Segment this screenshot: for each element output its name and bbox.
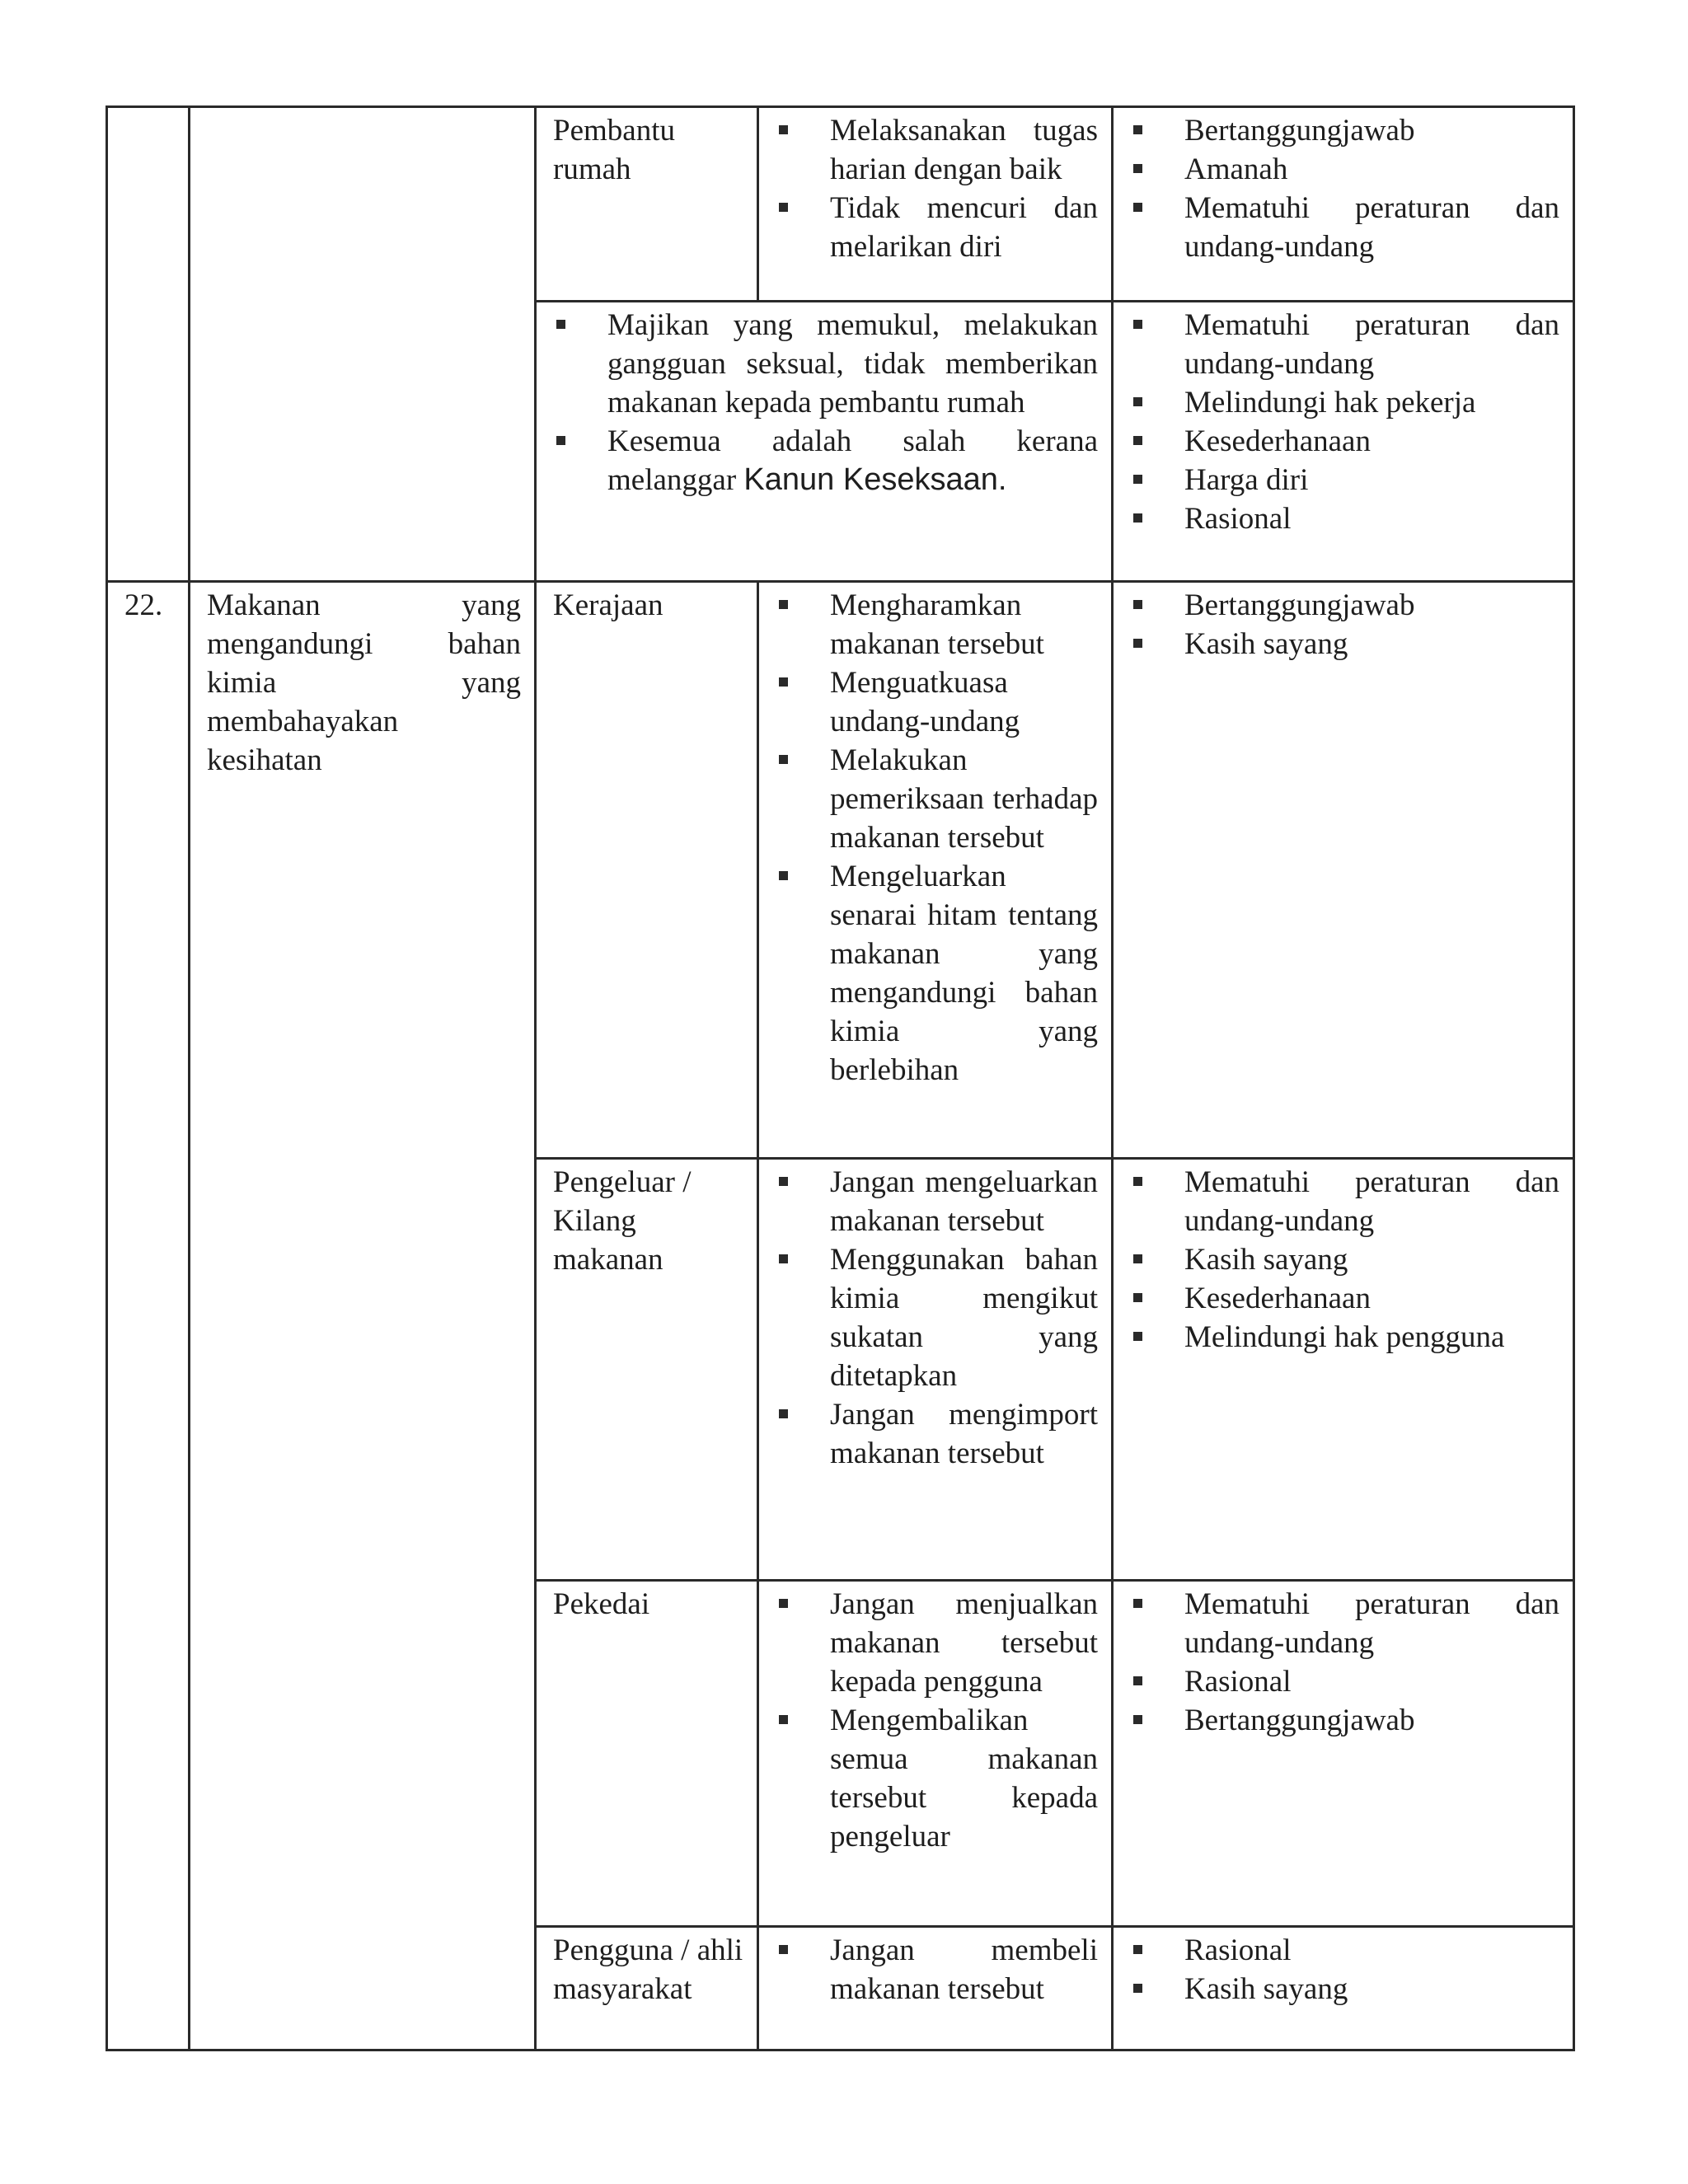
merged-actions-cell	[536, 302, 1113, 582]
actor-cell	[536, 1159, 758, 1581]
list-item: Mematuhi peraturan dan undang-undang	[1130, 1163, 1559, 1240]
list-item: Jangan membeli makanan tersebut	[776, 1931, 1098, 2008]
list-item: Mematuhi peraturan dan undang-undang	[1130, 306, 1559, 383]
bullet-icon	[1133, 164, 1142, 173]
bullet-icon	[1133, 475, 1142, 484]
bullet-icon	[779, 1177, 788, 1186]
values-cell	[1113, 1927, 1574, 2050]
bullet-icon	[1133, 1332, 1142, 1341]
bullet-icon	[779, 755, 788, 764]
list-item: Mengeluarkan senarai hitam tentang makanan yang mengandungi bahan kimia yang berlebihan	[776, 857, 1098, 1090]
bullet-icon	[779, 1945, 788, 1954]
values-list	[1130, 306, 1559, 538]
bullet-icon	[1133, 436, 1142, 445]
list-item: Kesederhanaan	[1130, 1279, 1559, 1318]
list-item: Mengembalikan semua makanan tersebut kepada pengeluar	[776, 1701, 1098, 1856]
bullet-icon	[779, 203, 788, 212]
bullet-icon	[779, 125, 788, 134]
actions-list	[776, 586, 1098, 1090]
bullet-icon	[779, 1409, 788, 1418]
bullet-icon	[1133, 320, 1142, 329]
actions-cell	[758, 582, 1113, 1159]
list-item: Mematuhi peraturan dan undang-undang	[1130, 1585, 1559, 1662]
bullet-icon	[1133, 203, 1142, 212]
values-cell	[1113, 302, 1574, 582]
issue-cell	[190, 582, 536, 2050]
bullet-icon	[779, 600, 788, 609]
actor-label: Pengeluar / Kilang makanan	[553, 1165, 692, 1277]
values-cell	[1113, 1581, 1574, 1927]
list-item: Jangan mengimport makanan tersebut	[776, 1395, 1098, 1473]
values-list	[1130, 1585, 1559, 1740]
values-cell	[1113, 582, 1574, 1159]
item-number: 22.	[124, 588, 163, 622]
bullet-icon	[1133, 397, 1142, 406]
list-item: Amanah	[1130, 150, 1559, 189]
values-cell	[1113, 1159, 1574, 1581]
bullet-icon	[779, 1715, 788, 1724]
list-item: Jangan menjualkan makanan tersebut kepada pengguna	[776, 1585, 1098, 1701]
actions-list	[776, 1585, 1098, 1856]
list-item: Rasional	[1130, 499, 1559, 538]
table-row	[107, 107, 1574, 302]
list-item: Majikan yang memukul, melakukan gangguan seksual, tidak memberikan makanan kepada pembantu rumah	[553, 306, 1098, 422]
actor-cell	[536, 1927, 758, 2050]
bullet-icon	[1133, 1254, 1142, 1263]
list-item: Bertanggungjawab	[1130, 111, 1559, 150]
bullet-icon	[779, 1254, 788, 1263]
list-item: Bertanggungjawab	[1130, 1701, 1559, 1740]
list-item: Mengharamkan makanan tersebut	[776, 586, 1098, 663]
list-item: Tidak mencuri dan melarikan diri	[776, 189, 1098, 266]
issue-text: Makanan yang mengandungi bahan kimia yang membahayakan kesihatan	[207, 588, 521, 777]
merged-actions-list	[553, 306, 1098, 499]
values-list	[1130, 111, 1559, 266]
table-row	[107, 582, 1574, 1159]
actor-cell	[536, 1581, 758, 1927]
bullet-icon	[779, 677, 788, 687]
actions-list	[776, 1931, 1098, 2008]
list-item: Menggunakan bahan kimia mengikut sukatan yang ditetapkan	[776, 1240, 1098, 1395]
actor-label: Pekedai	[553, 1587, 650, 1621]
actor-label: Kerajaan	[553, 588, 663, 622]
actions-list	[776, 111, 1098, 266]
bullet-icon	[1133, 1293, 1142, 1302]
list-item: Kasih sayang	[1130, 1240, 1559, 1279]
bullet-icon	[1133, 1177, 1142, 1186]
bullet-icon	[779, 871, 788, 880]
issue-cell-empty	[190, 107, 536, 582]
bullet-icon	[1133, 1715, 1142, 1724]
list-item: Jangan mengeluarkan makanan tersebut	[776, 1163, 1098, 1240]
actions-cell	[758, 1159, 1113, 1581]
list-item: Kasih sayang	[1130, 1970, 1559, 2008]
actor-cell	[536, 582, 758, 1159]
item-number-cell	[107, 582, 190, 2050]
list-item: Rasional	[1130, 1931, 1559, 1970]
bullet-icon	[1133, 1984, 1142, 1993]
list-item: Melindungi hak pengguna	[1130, 1318, 1559, 1357]
list-item: Kesederhanaan	[1130, 422, 1559, 461]
values-list	[1130, 1163, 1559, 1357]
actions-list	[776, 1163, 1098, 1473]
values-table	[106, 105, 1575, 2051]
list-item: Melaksanakan tugas harian dengan baik	[776, 111, 1098, 189]
bullet-icon	[1133, 125, 1142, 134]
list-item: Melindungi hak pekerja	[1130, 383, 1559, 422]
actor-label: Pengguna / ahli masyarakat	[553, 1933, 743, 2006]
bullet-icon	[556, 436, 565, 445]
bullet-icon	[1133, 1945, 1142, 1954]
actor-cell	[536, 107, 758, 302]
actor-label: Pembantu rumah	[553, 114, 675, 186]
values-list	[1130, 586, 1559, 663]
bullet-icon	[1133, 600, 1142, 609]
bullet-icon	[1133, 639, 1142, 648]
list-item: Kesemua adalah salah kerana melanggar Kanun Keseksaan.	[553, 422, 1098, 499]
actions-cell	[758, 1927, 1113, 2050]
list-item: Mematuhi peraturan dan undang-undang	[1130, 189, 1559, 266]
bullet-icon	[1133, 1676, 1142, 1685]
bullet-icon	[556, 320, 565, 329]
bullet-icon	[1133, 1599, 1142, 1608]
bullet-icon	[1133, 513, 1142, 523]
list-item: Rasional	[1130, 1662, 1559, 1701]
list-item: Harga diri	[1130, 461, 1559, 499]
actions-cell	[758, 107, 1113, 302]
bullet-icon	[779, 1599, 788, 1608]
list-item: Bertanggungjawab	[1130, 586, 1559, 625]
values-list	[1130, 1931, 1559, 2008]
actions-cell	[758, 1581, 1113, 1927]
list-item: Kasih sayang	[1130, 625, 1559, 663]
list-item: Melakukan pemeriksaan terhadap makanan tersebut	[776, 741, 1098, 857]
values-cell	[1113, 107, 1574, 302]
list-item: Menguatkuasa undang-undang	[776, 663, 1098, 741]
number-cell-empty	[107, 107, 190, 582]
